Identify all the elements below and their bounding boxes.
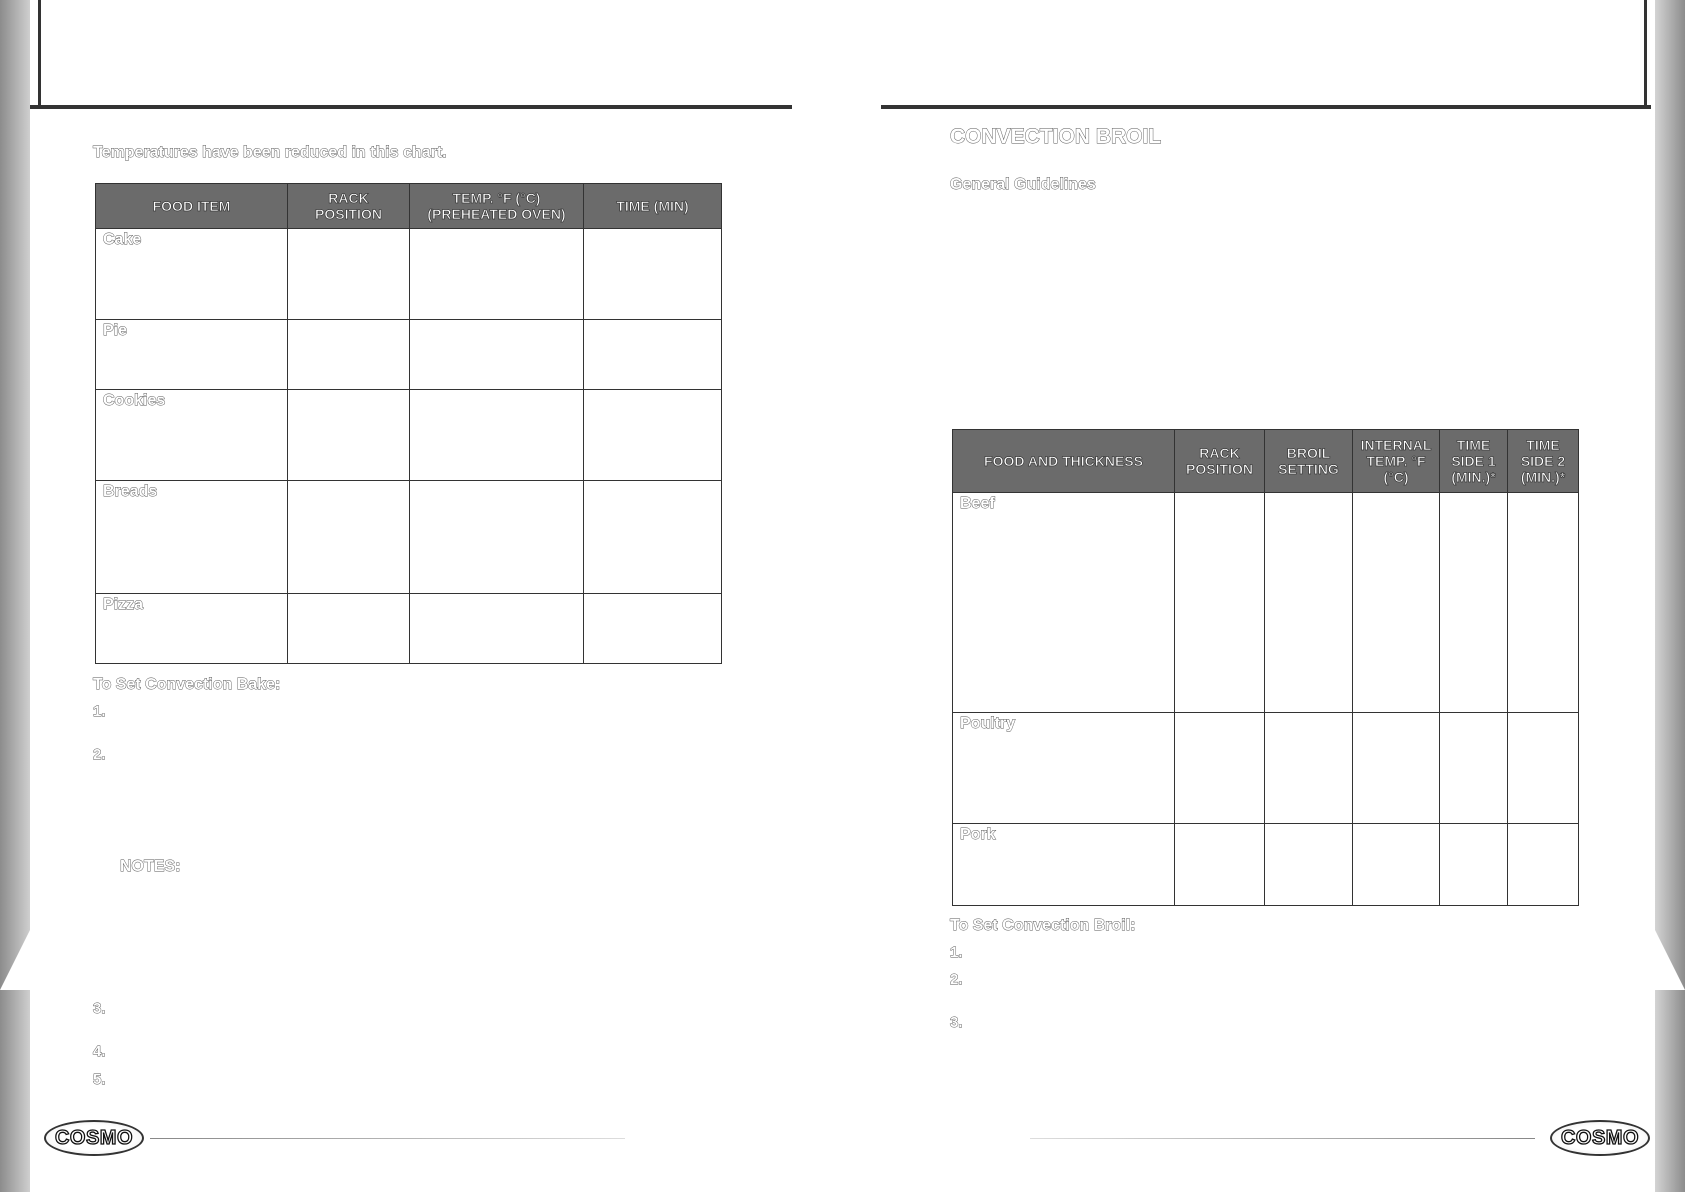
row-pork: Pork [953,824,1175,906]
broil-step-3: 3. [950,1014,963,1031]
bake-step-3: 3. [93,1000,106,1017]
header-broil-setting: BROIL SETTING [1265,430,1353,493]
left-footer-rule [150,1138,625,1139]
row-cookies: Cookies [96,390,288,481]
bake-step-1: 1. [93,703,106,720]
row-beef: Beef [953,493,1175,713]
header-temp: TEMP. °F (°C) (PREHEATED OVEN) [410,184,584,229]
bake-step-2: 2. [93,746,106,763]
row-poultry: Poultry [953,713,1175,824]
header-time-side-1: TIME SIDE 1 (MIN.)* [1440,430,1508,493]
left-page-edge [0,0,30,1192]
left-header-rule [30,105,792,109]
broil-step-1: 1. [950,944,963,961]
header-food-item: FOOD ITEM [96,184,288,229]
general-guidelines-title: General Guidelines [950,176,1096,193]
header-rack-position: RACK POSITION [1175,430,1265,493]
right-header-rule [881,105,1651,109]
header-food-thickness: FOOD AND THICKNESS [953,430,1175,493]
left-vertical-rule [38,0,41,108]
cosmo-logo-right: COSMO [1550,1120,1650,1156]
cosmo-logo-left: COSMO [44,1120,144,1156]
row-pie: Pie [96,320,288,390]
row-breads: Breads [96,481,288,594]
convection-broil-table [952,429,1579,906]
right-vertical-rule [1644,0,1647,108]
row-cake: Cake [96,229,288,320]
chart-intro: Temperatures have been reduced in this chart. [93,144,447,161]
header-rack-position: RACK POSITION [288,184,410,229]
header-internal-temp: INTERNAL TEMP. °F (°C) [1353,430,1440,493]
right-page-edge [1655,0,1685,1192]
row-pizza: Pizza [96,594,288,664]
bake-step-4: 4. [93,1043,106,1060]
notes-label: NOTES: [120,858,181,875]
section-title: CONVECTION BROIL [950,125,1162,148]
convection-broil-procedure-title: To Set Convection Broil: [950,917,1136,934]
broil-step-2: 2. [950,971,963,988]
right-footer-rule [1030,1138,1535,1139]
header-time: TIME (MIN) [584,184,722,229]
convection-bake-procedure-title: To Set Convection Bake: [93,676,281,693]
convection-bake-table [95,183,722,664]
bake-step-5: 5. [93,1071,106,1088]
header-time-side-2: TIME SIDE 2 (MIN.)* [1508,430,1579,493]
